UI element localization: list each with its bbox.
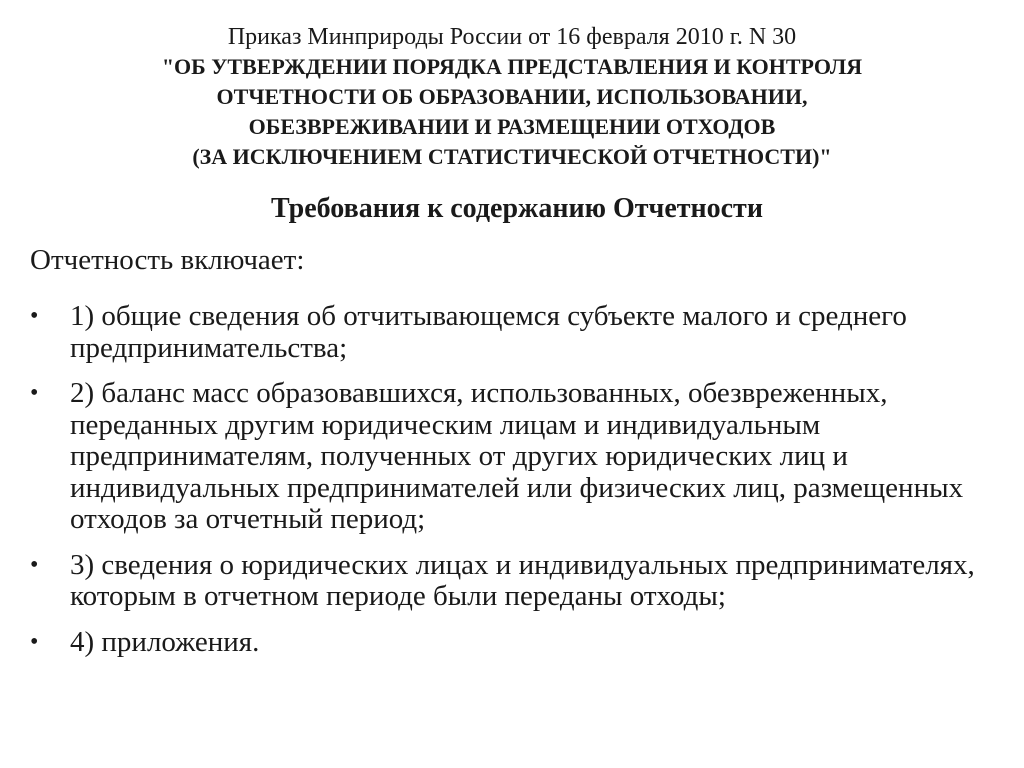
order-title-line-1: "ОБ УТВЕРЖДЕНИИ ПОРЯДКА ПРЕДСТАВЛЕНИЯ И КОНТРОЛЯ: [161, 54, 863, 79]
order-title-line-3: ОБЕЗВРЕЖИВАНИИ И РАЗМЕЩЕНИИ ОТХОДОВ: [248, 114, 776, 139]
list-item-text: 2) баланс масс образовавшихся, использованных, обезвреженных, переданных другим юридическим лицам и индивидуальным предпринимателям, полученных от других юридических лиц и индивидуальных предпринимателей или физических лиц, размещенных отходов за отчетный период;: [70, 377, 964, 535]
document-header: [0, 22, 1024, 172]
bullet-icon: •: [30, 551, 39, 578]
intro-text: Отчетность включает:: [30, 244, 305, 276]
list-item-text: 3) сведения о юридических лицах и индивидуальных предпринимателях, которым в отчетном периоде были переданы отходы;: [70, 548, 975, 612]
bullet-icon: •: [30, 303, 39, 329]
list-item: [30, 627, 990, 659]
order-title-line-2: ОТЧЕТНОСТИ ОБ ОБРАЗОВАНИИ, ИСПОЛЬЗОВАНИИ,: [216, 84, 808, 109]
list-item: [30, 550, 990, 613]
list-item: [30, 378, 990, 536]
order-reference: Приказ Минприроды России от 16 февраля 2010 г. N 30: [227, 24, 797, 50]
bullet-icon: •: [30, 380, 39, 406]
order-title-line-4: (ЗА ИСКЛЮЧЕНИЕМ СТАТИСТИЧЕСКОЙ ОТЧЕТНОСТИ)": [192, 144, 832, 169]
list-item: [30, 301, 990, 364]
bullet-icon: •: [30, 628, 39, 655]
list-item-text: 4) приложения.: [70, 625, 260, 658]
requirements-list: [30, 301, 990, 672]
list-item-text: 1) общие сведения об отчитывающемся субъекте малого и среднего предпринимательства;: [70, 300, 907, 364]
section-subtitle: Требования к содержанию Отчетности: [271, 193, 763, 224]
